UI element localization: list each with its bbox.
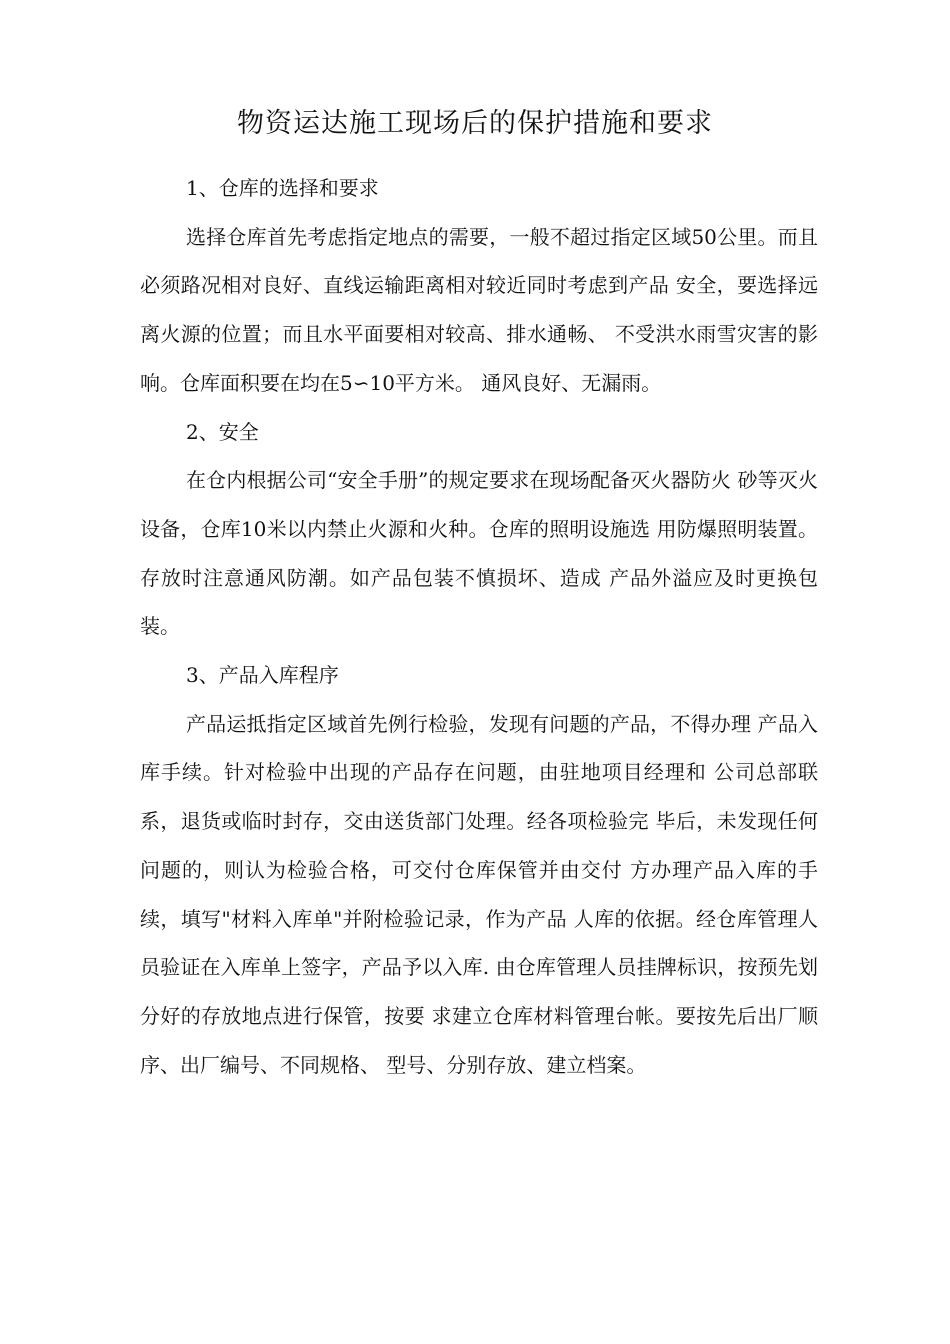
document-title: 物资运达施工现场后的保护措施和要求 bbox=[237, 108, 713, 139]
section-paragraph-safety: 在仓内根据公司“安全手册”的规定要求在现场配备灭火器防火 砂等灭火设备，仓库10米以内禁止火源和火种。仓库的照明设施选 用防爆照明装置。存放时注意通风防潮。如产品包装不慎损坏、造成 产品外溢应及时更换包装。 bbox=[140, 468, 818, 639]
section-heading-storage-procedure: 3、产品入库程序 bbox=[186, 663, 339, 688]
section-heading-warehouse-selection: 1、仓库的选择和要求 bbox=[186, 176, 379, 200]
document-body bbox=[140, 164, 818, 1089]
section-heading-safety: 2、安全 bbox=[186, 419, 259, 444]
section-paragraph-warehouse-selection: 选择仓库首先考虑指定地点的需要，一般不超过指定区域50公里。而且必须路况相对良好、直线运输距离相对较近同时考虑到产品 安全，要选择远离火源的位置；而且水平面要相对较高、排水通畅、 不受洪水雨雪灾害的影响。仓库面积要在均在5∽10平方米。 通风良好、无漏雨。 bbox=[140, 224, 818, 395]
section-paragraph-storage-procedure: 产品运抵指定区域首先例行检验，发现有问题的产品，不得办理 产品入库手续。针对检验中出现的产品存在问题，由驻地项目经理和 公司总部联系，退货或临时封存，交由送货部门处理。经各项检验完 毕后，未发现任何问题的，则认为检验合格，可交付仓库保管并由交付 方办理产品入库的手续，填写"材料入库单"并附检验记录，作为产品 人库的依据。经仓库管理人员验证在入库单上签字，产品予以入库. 由仓库管理人员挂牌标识，按预先划分好的存放地点进行保管，按要 求建立仓库材料管理台帐。要按先后出厂顺序、出厂编号、不同规格、 型号、分别存放、建立档案。 bbox=[140, 711, 818, 1077]
